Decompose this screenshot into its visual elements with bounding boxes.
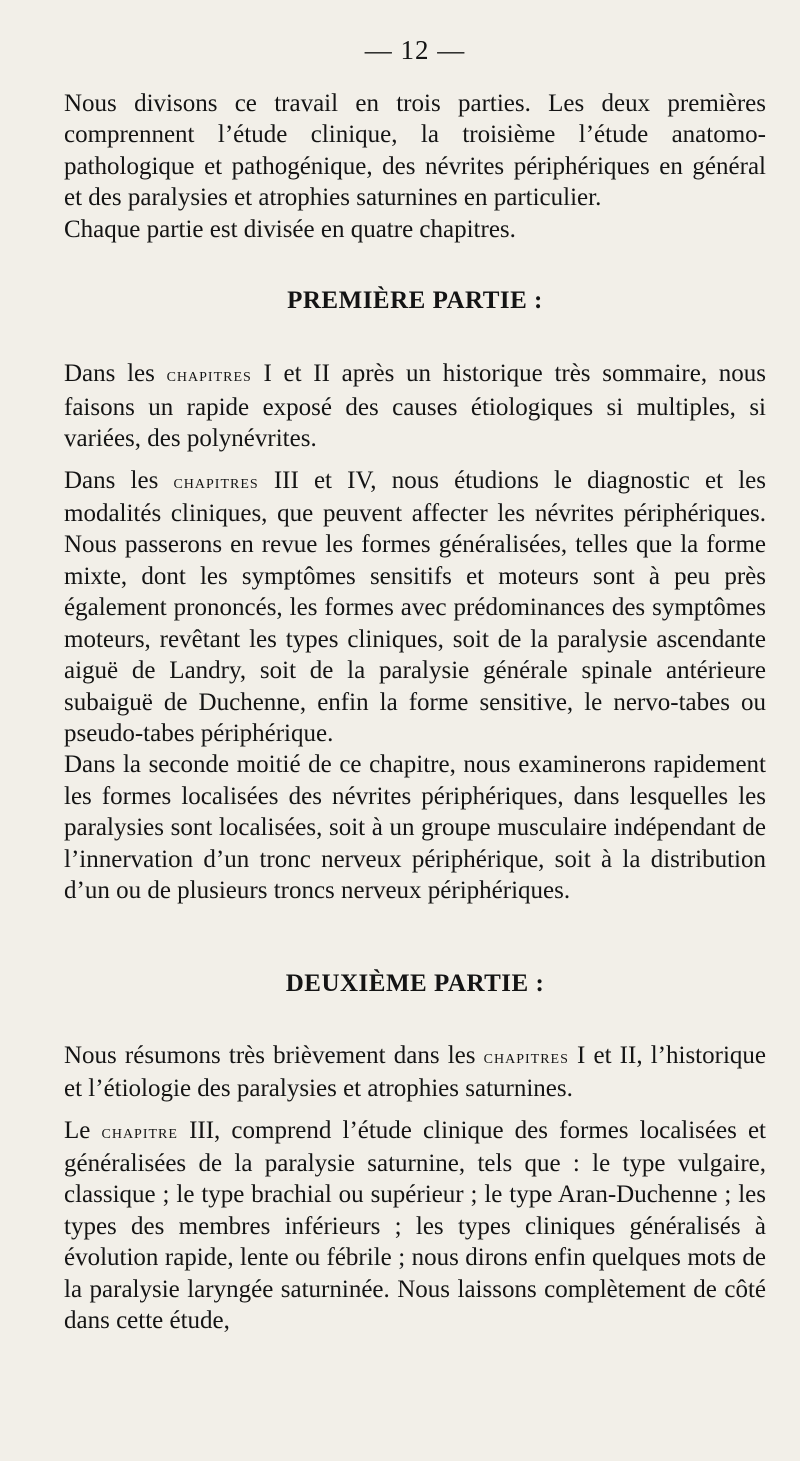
part2-title: DEUXIÈME PARTIE : xyxy=(285,970,545,998)
part1-paragraph-chapters-3-4 xyxy=(64,465,766,750)
intro-paragraph: Nous divisons ce travail en trois parties. Les deux premières comprennent l’étude clinique, la troisième l’étude anatomo-pathologique et pathogénique, des névrites périphériques en général et des paralysies et atrophies saturnines en particulier. xyxy=(64,90,766,212)
text-run: Nous résumons très brièvement dans les xyxy=(64,1041,484,1069)
chapter-label: chapitres xyxy=(483,1045,569,1068)
text-run: III et IV, nous étudions le diagnostic et les modalités cliniques, que peuvent affecter les névrites périphériques. Nous passerons en revue les formes généralisées, telles que la forme mixte, dont les symptômes sensitifs et moteurs sont à peu près également prononcés, les formes avec prédominances des symptômes moteurs, revêtant les types cliniques, soit de la paralysie ascendante aiguë de Landry, soit de la paralysie générale spinale antérieure subaiguë de Duchenne, enfin la forme sensitive, le nervo-tabes ou pseudo-tabes périphérique. xyxy=(64,466,767,747)
text-run: Dans les xyxy=(64,466,174,494)
chapter-label: chapitres xyxy=(166,364,252,387)
part1-paragraph-localized-forms: Dans la seconde moitié de ce chapitre, nous examinerons rapidement les formes localisées des névrites périphériques, dans lesquelles les paralysies sont localisées, soit à un groupe musculaire indépendant de l’innervation d’un tronc nerveux périphérique, soit à la distribution d’un ou de plusieurs troncs nerveux périphériques. xyxy=(64,751,766,904)
chapter-label: chapitre xyxy=(101,1120,178,1143)
text-run: I et II après un historique très sommaire, nous faisons un rapide exposé des causes étiologiques si multiples, si variées, des polynévrites. xyxy=(64,360,766,453)
text-run: Le xyxy=(64,1116,102,1144)
part1-title: PREMIÈRE PARTIE : xyxy=(287,287,543,315)
part2-paragraph-chapters-1-2 xyxy=(64,1040,766,1105)
page-number: — 12 — xyxy=(364,35,466,65)
part2-paragraph-chapter-3 xyxy=(64,1115,766,1337)
text-run: Dans les xyxy=(64,360,167,388)
intro-chapters-note: Chaque partie est divisée en quatre chapitres. xyxy=(64,215,516,243)
text-run: III, comprend l’étude clinique des formes localisées et généralisées de la paralysie saturnine, tels que : le type vulgaire, classique ; le type brachial ou supérieur ; le type Aran-Duchenne ; les types des membres inférieurs ; les types cliniques généralisés à évolution rapide, lente ou fébrile ; nous dirons enfin quelques mots de la paralysie laryngée saturninée. Nous laissons complètement de côté dans cette étude, xyxy=(64,1116,766,1334)
chapter-label: chapitres xyxy=(173,470,259,493)
text-run: I et II, l’historique et l’étiologie des paralysies et atrophies saturnines. xyxy=(64,1041,766,1103)
part1-paragraph-chapters-1-2 xyxy=(64,358,766,454)
